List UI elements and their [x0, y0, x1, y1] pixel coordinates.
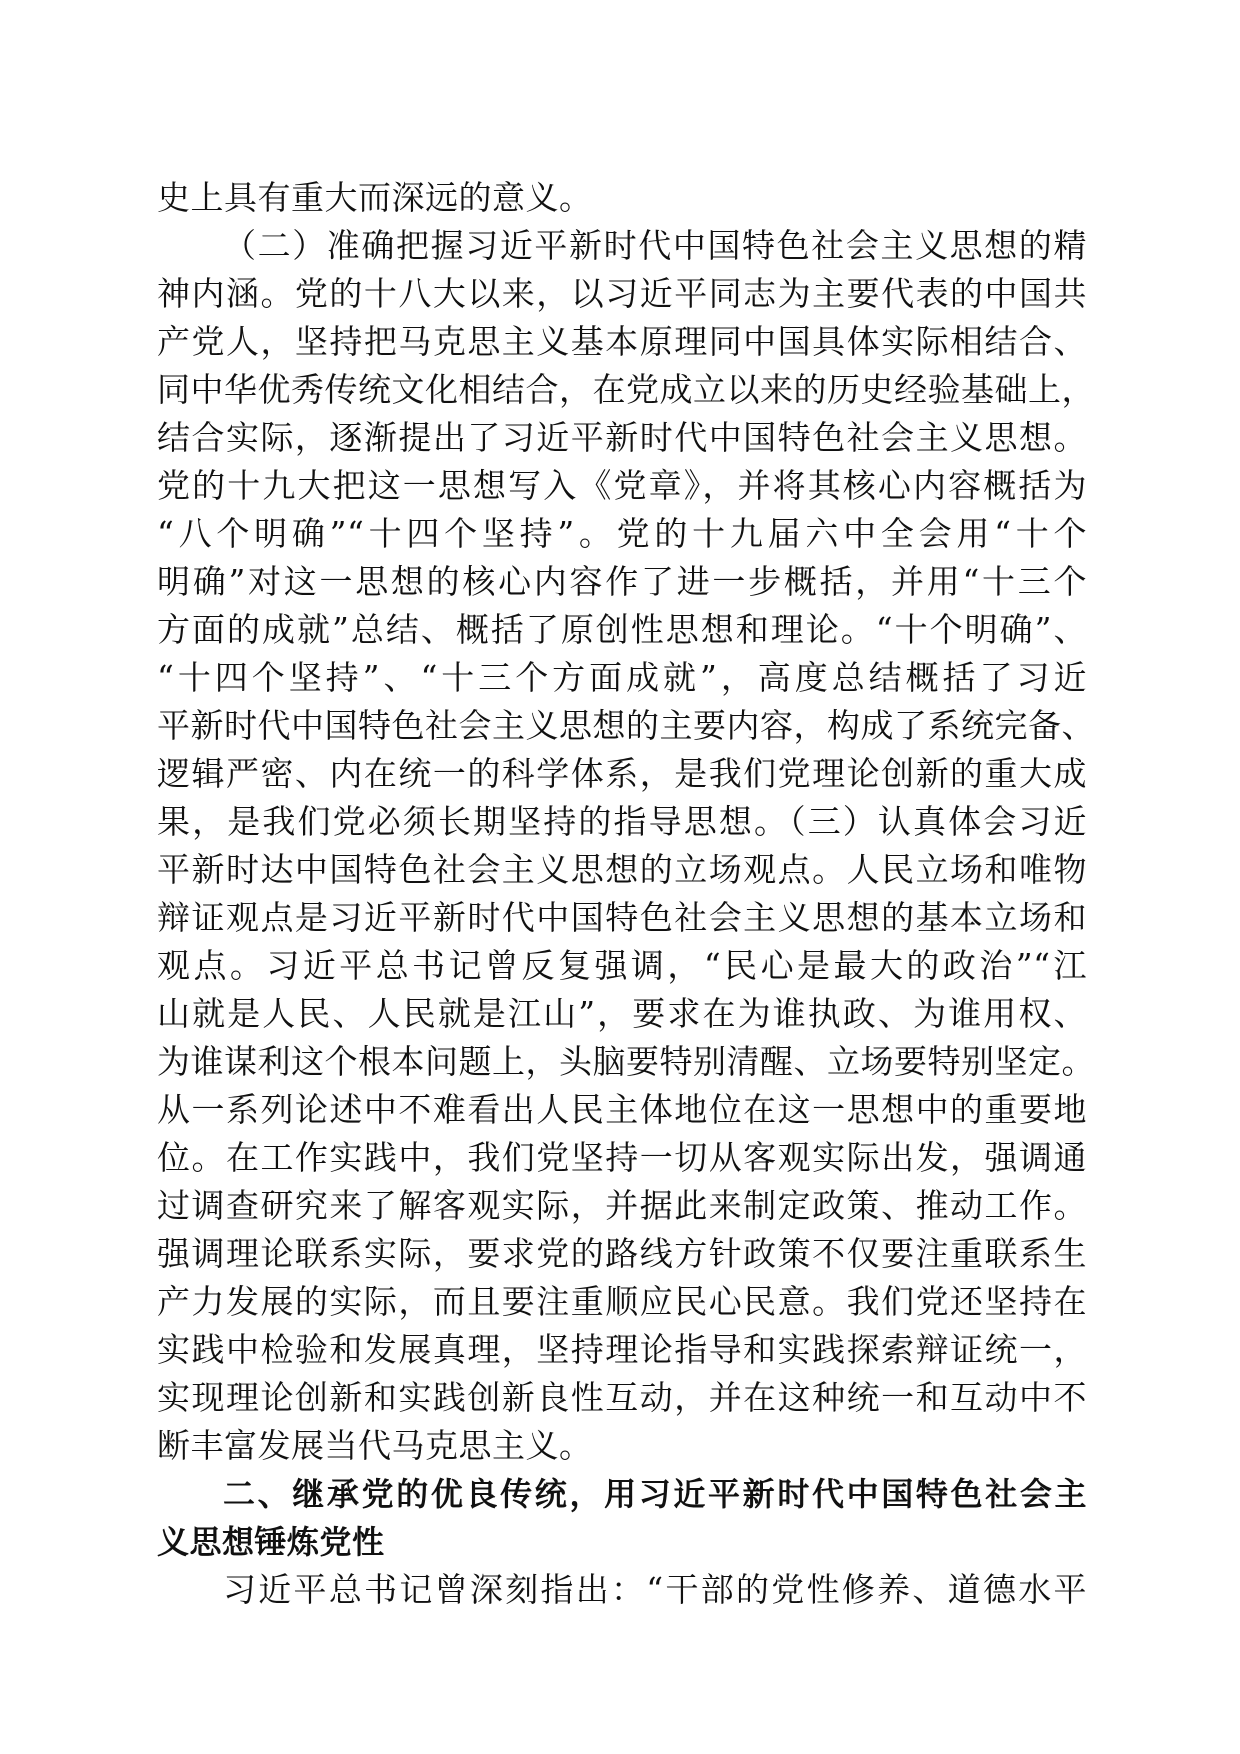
text-line: 结合实际，逐渐提出了习近平新时代中国特色社会主义思想。 [157, 418, 1087, 457]
paragraph-heading-2: （二）准确把握习近平新时代中国特色社会主义思想的精 [223, 226, 1087, 265]
text-line: 史上具有重大而深远的意义。 [157, 178, 593, 217]
section-heading: 二、继承党的优良传统，用习近平新时代中国特色社会主 [223, 1475, 1087, 1513]
body-text [157, 174, 1095, 1614]
text-line: 产力发展的实际，而且要注重顺应民心民意。我们党还坚持在 [157, 1282, 1087, 1321]
text-line: 辩证观点是习近平新时代中国特色社会主义思想的基本立场和 [157, 898, 1087, 937]
text-line: 位。在工作实践中，我们党坚持一切从客观实际出发，强调通 [157, 1138, 1087, 1177]
text-line: 为谁谋利这个根本问题上，头脑要特别清醒、立场要特别坚定。 [157, 1042, 1095, 1081]
text-line: 实现理论创新和实践创新良性互动，并在这种统一和互动中不 [157, 1378, 1087, 1417]
text-line: 产党人，坚持把马克思主义基本原理同中国具体实际相结合、 [157, 322, 1087, 361]
text-line: 实践中检验和发展真理，坚持理论指导和实践探索辩证统一， [157, 1330, 1087, 1369]
text-line: 明确”对这一思想的核心内容作了进一步概括，并用“十三个 [157, 562, 1087, 601]
text-line: 观点。习近平总书记曾反复强调，“民心是最大的政治”“江 [157, 946, 1087, 985]
text-line: 平新时代中国特色社会主义思想的主要内容，构成了系统完备、 [157, 706, 1095, 745]
text-line: 同中华优秀传统文化相结合，在党成立以来的历史经验基础上， [157, 370, 1095, 409]
text-line: 断丰富发展当代马克思主义。 [157, 1426, 593, 1465]
text-line: 强调理论联系实际，要求党的路线方针政策不仅要注重联系生 [157, 1234, 1087, 1273]
text-line: 党的十九大把这一思想写入《党章》，并将其核心内容概括为 [157, 466, 1087, 505]
text-line: 习近平总书记曾深刻指出：“干部的党性修养、道德水平 [223, 1570, 1087, 1609]
text-line: 逻辑严密、内在统一的科学体系，是我们党理论创新的重大成 [157, 754, 1087, 793]
text-line: 平新时达中国特色社会主义思想的立场观点。人民立场和唯物 [157, 850, 1087, 889]
text-line: 从一系列论述中不难看出人民主体地位在这一思想中的重要地 [157, 1090, 1087, 1129]
text-line: “八个明确”“十四个坚持”。党的十九届六中全会用“十个 [157, 514, 1087, 553]
text-line: 神内涵。党的十八大以来，以习近平同志为主要代表的中国共 [157, 274, 1087, 313]
text-line: 果，是我们党必须长期坚持的指导思想。（三）认真体会习近 [157, 802, 1087, 841]
text-line: 过调查研究来了解客观实际，并据此来制定政策、推动工作。 [157, 1186, 1087, 1225]
text-line: “十四个坚持”、“十三个方面成就”，高度总结概括了习近 [157, 658, 1087, 697]
text-line: 方面的成就”总结、概括了原创性思想和理论。“十个明确”、 [157, 610, 1087, 649]
section-heading-continued: 义思想锤炼党性 [157, 1523, 385, 1561]
text-line: 山就是人民、人民就是江山”，要求在为谁执政、为谁用权、 [157, 994, 1087, 1033]
